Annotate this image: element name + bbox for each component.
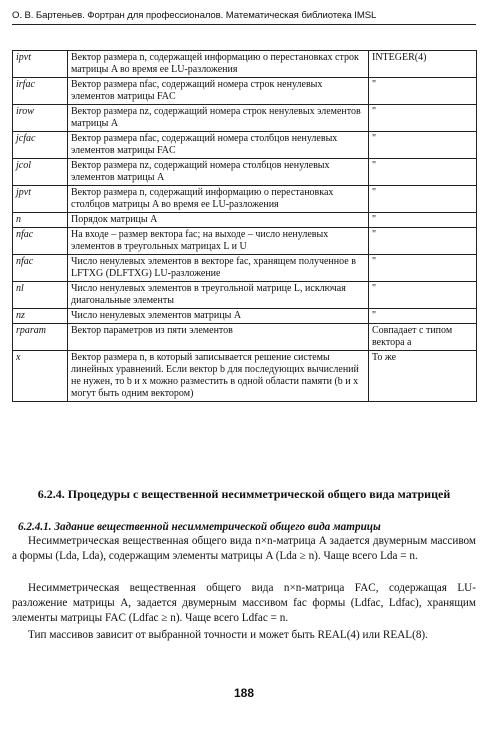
param-description-cell: Вектор размера n, в который записывается решение системы линейных уравнений. Если вектор b для последующих вычислений не нужен, то b и x можно разместить в одной области памяти (b и x могут быть одним вектором): [68, 351, 369, 402]
param-name-cell: nl: [13, 282, 68, 309]
table-row: [13, 105, 477, 132]
param-type-cell: То же: [369, 351, 477, 402]
param-description-cell: На входе – размер вектора fac; на выходе – число ненулевых элементов в треугольных матрицах L и U: [68, 228, 369, 255]
body-paragraph-1: Несимметрическая вещественная общего вида n×n-матрица A задается двумерным массивом a формы (Lda, Lda), содержащим элементы матрицы A (Lda ≥ n). Чаще всего Lda = n.: [12, 535, 476, 562]
param-type-cell: ": [369, 282, 477, 309]
param-description-cell: Вектор размера nz, содержащий номера строк ненулевых элементов матрицы A: [68, 105, 369, 132]
table-row: [13, 132, 477, 159]
page-number: 188: [233, 686, 255, 700]
param-name-cell: jpvt: [13, 186, 68, 213]
param-type-cell: ": [369, 228, 477, 255]
body-paragraph-2: Несимметрическая вещественная общего вида n×n-матрица FAC, содержащая LU-разложение матрицы A, задается двумерным массивом fac формы (Ldfac, Ldfac), хранящим элементы матрицы FAC (Ldfac ≥ n). Чаще всего Ldfac = n.: [12, 582, 476, 624]
param-name-cell: nfac: [13, 255, 68, 282]
table-row: [13, 213, 477, 228]
param-type-cell: ": [369, 186, 477, 213]
table-row: [13, 324, 477, 351]
param-description-cell: Число ненулевых элементов в векторе fac, хранящем полученное в LFTXG (DLFTXG) LU-разложение: [68, 255, 369, 282]
table-row: [13, 351, 477, 402]
parameters-table: [12, 50, 477, 402]
subsection-heading: 6.2.4.1. Задание вещественной несимметрической общего вида матрицы: [18, 521, 381, 533]
param-name-cell: x: [13, 351, 68, 402]
param-type-cell: ": [369, 105, 477, 132]
param-name-cell: rparam: [13, 324, 68, 351]
param-type-cell: INTEGER(4): [369, 51, 477, 78]
param-type-cell: ": [369, 78, 477, 105]
param-description-cell: Вектор размера nfac, содержащий номера столбцов ненулевых элементов матрицы FAC: [68, 132, 369, 159]
param-type-cell: ": [369, 309, 477, 324]
param-type-cell: ": [369, 159, 477, 186]
table-row: [13, 159, 477, 186]
table-row: [13, 186, 477, 213]
param-name-cell: ipvt: [13, 51, 68, 78]
param-description-cell: Вектор параметров из пяти элементов: [68, 324, 369, 351]
param-name-cell: n: [13, 213, 68, 228]
table-row: [13, 78, 477, 105]
param-description-cell: Вектор размера nz, содержащий номера столбцов ненулевых элементов матрицы A: [68, 159, 369, 186]
table-row: [13, 228, 477, 255]
body-paragraph-3: Тип массивов зависит от выбранной точности и может быть REAL(4) или REAL(8).: [28, 629, 428, 641]
param-type-cell: ": [369, 213, 477, 228]
param-type-cell: ": [369, 255, 477, 282]
table-row: [13, 309, 477, 324]
param-description-cell: Порядок матрицы A: [68, 213, 369, 228]
section-heading: 6.2.4. Процедуры с вещественной несимметрической общего вида матрицей: [37, 487, 451, 501]
param-description-cell: Вектор размера n, содержащий информацию о перестановках столбцов матрицы A во время ее LU-разложения: [68, 186, 369, 213]
param-name-cell: jcol: [13, 159, 68, 186]
param-description-cell: Число ненулевых элементов матрицы A: [68, 309, 369, 324]
param-name-cell: nz: [13, 309, 68, 324]
param-name-cell: nfac: [13, 228, 68, 255]
table-row: [13, 282, 477, 309]
param-name-cell: irfac: [13, 78, 68, 105]
running-header: О. В. Бартеньев. Фортран для профессионалов. Математическая библиотека IMSL: [12, 10, 476, 25]
param-description-cell: Вектор размера n, содержащей информацию о перестановках строк матрицы A во время ее LU-разложения: [68, 51, 369, 78]
table-row: [13, 51, 477, 78]
table-row: [13, 255, 477, 282]
param-description-cell: Число ненулевых элементов в треугольной матрице L, исключая диагональные элементы: [68, 282, 369, 309]
param-name-cell: irow: [13, 105, 68, 132]
parameters-table-body: [13, 51, 477, 402]
param-type-cell: Совпадает с типом вектора a: [369, 324, 477, 351]
param-description-cell: Вектор размера nfac, содержащий номера строк ненулевых элементов матрицы FAC: [68, 78, 369, 105]
param-name-cell: jcfac: [13, 132, 68, 159]
param-type-cell: ": [369, 132, 477, 159]
